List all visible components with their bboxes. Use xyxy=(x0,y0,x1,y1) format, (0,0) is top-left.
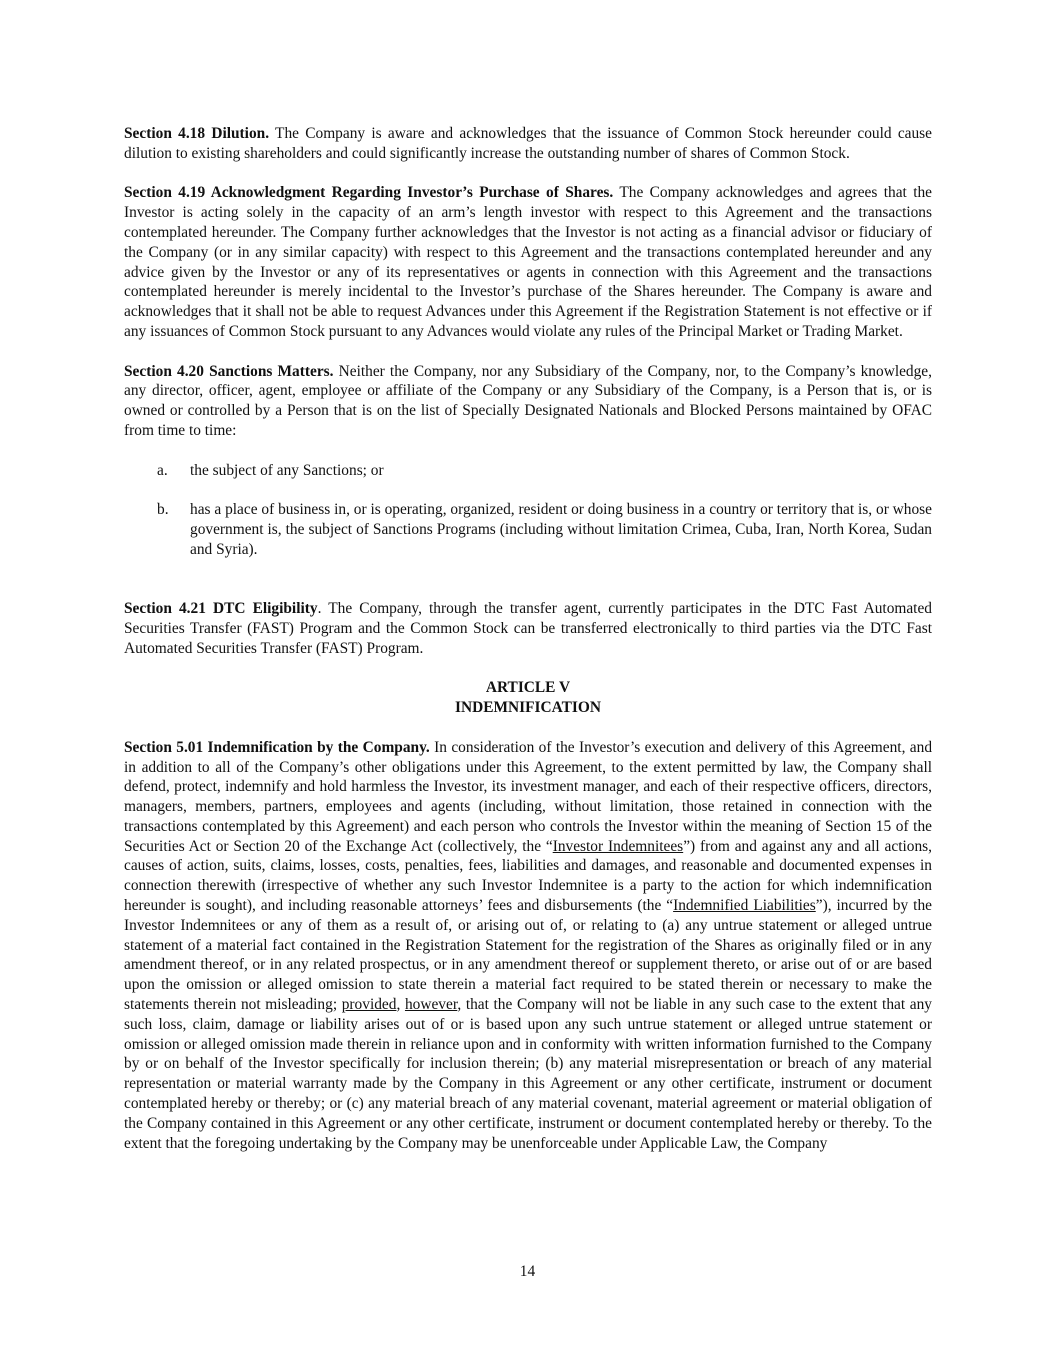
defined-term-investor-indemnitees: Investor Indemnitees xyxy=(552,837,684,855)
list-item xyxy=(124,500,932,559)
section-5-01-heading: Section 5.01 Indemnification by the Company. xyxy=(124,738,430,756)
spacer xyxy=(124,579,932,599)
article-heading xyxy=(124,678,932,718)
section-5-01-text-part-4: , that the Company will not be liable in any such case to the extent that any such loss, claim, damage or liability arises out of or is based upon any such untrue statement or alleged untrue statement or omission or alleged omission made therein in reliance upon and in conformity with written information furnished to the Company by or on behalf of the Investor specifically for inclusion therein; (b) any material misrepresentation or breach of any material representation or material warranty made by the Company in this Agreement or any other certificate, instrument or document contemplated hereby or thereby; or (c) any material breach of any material covenant, material agreement or material obligation of the Company contained in this Agreement or any other certificate, instrument or document contemplated hereby or thereby. To the extent that the foregoing undertaking by the Company may be unenforceable under Applicable Law, the Company xyxy=(124,996,932,1152)
list-marker: b. xyxy=(157,501,169,519)
section-4-21 xyxy=(124,599,932,658)
section-4-21-heading: Section 4.21 DTC Eligibility xyxy=(124,600,318,618)
section-4-18-text: The Company is aware and acknowledges that the issuance of Common Stock hereunder could cause dilution to existing shareholders and could significantly increase the outstanding number of shares of Common Stock. xyxy=(124,125,932,162)
list-item xyxy=(124,461,932,481)
term-however: however xyxy=(404,996,458,1014)
section-4-20 xyxy=(124,362,932,441)
article-number: ARTICLE V xyxy=(485,679,571,697)
section-5-01-text-part-1: In consideration of the Investor’s execution and delivery of this Agreement, and in addition to all of the Company’s other obligations under this Agreement, to the extent permitted by law, the Company shall defend, protect, indemnify and hold harmless the Investor, its investment manager, and each of their respective officers, directors, managers, members, partners, employees and agents (including, without limitation, those retained in connection with the transactions contemplated by this Agreement) and each person who controls the Investor within the meaning of Section 15 of the Securities Act or Section 20 of the Exchange Act (collectively, the “ xyxy=(124,738,933,855)
section-5-01-text-part-2: ”) from and against any and all actions, causes of action, suits, claims, losses, costs, penalties, fees, liabilities and damages, and reasonable and documented expenses in connection therewith (irrespective of whether any such Investor Indemnitee is a party to the action for which indemnification hereunder is sought), and including reasonable attorneys’ fees and disbursements (the “ xyxy=(124,837,932,915)
list-item-text: the subject of any Sanctions; or xyxy=(190,461,384,479)
sanctions-list xyxy=(124,461,932,560)
section-5-01-text-part-3: ”), incurred by the Investor Indemnitees or any of them as a result of, or arising out of, or relating to (a) any untrue statement or alleged untrue statement of a material fact contained in the Registration Statement for the registration of the Shares as originally filed or in any amendment thereof, or in any related prospectus, or in any amendment thereof or supplement thereto, or arise out of or are based upon the omission or alleged omission to state therein a material fact required to be stated therein or necessary to make the statements therein not misleading; xyxy=(124,897,932,1014)
section-4-21-text: . The Company, through the transfer agent, currently participates in the DTC Fast Automated Securities Transfer (FAST) Program and the Common Stock can be transferred electronically to third parties via the DTC Fast Automated Securities Transfer (FAST) Program. xyxy=(124,600,932,657)
section-4-19-text: The Company acknowledges and agrees that the Investor is acting solely in the capacity of an arm’s length investor with respect to this Agreement and the transactions contemplated hereunder. The Company further acknowledges that the Investor is not acting as a financial advisor or fiduciary of the Company (or in any similar capacity) with respect to this Agreement and the transactions contemplated hereunder and any advice given by the Investor or any of its representatives or agents in connection with this Agreement and the transactions contemplated hereunder is merely incidental to the Investor’s purchase of the Shares hereunder. The Company is aware and acknowledges that it shall not be able to request Advances under this Agreement if the Registration Statement is not effective or if any issuances of Common Stock pursuant to any Advances would violate any rules of the Principal Market or Trading Market. xyxy=(124,184,932,340)
section-4-20-heading: Section 4.20 Sanctions Matters. xyxy=(124,362,334,380)
document-page xyxy=(124,124,932,1173)
term-provided: provided xyxy=(341,996,397,1014)
term-separator: , xyxy=(396,996,405,1014)
defined-term-indemnified-liabilities: Indemnified Liabilities xyxy=(673,897,816,915)
article-title: INDEMNIFICATION xyxy=(455,699,601,717)
section-4-19-heading: Section 4.19 Acknowledgment Regarding Investor’s Purchase of Shares. xyxy=(124,184,614,202)
section-4-18-heading: Section 4.18 Dilution. xyxy=(124,125,270,142)
list-marker: a. xyxy=(157,461,168,479)
section-5-01 xyxy=(124,738,932,1154)
list-item-text: has a place of business in, or is operating, organized, resident or doing business in a country or territory that is, or whose government is, the subject of Sanctions Programs (including without limitation Crimea, Cuba, Iran, North Korea, Sudan and Syria). xyxy=(190,501,932,558)
section-4-20-text: Neither the Company, nor any Subsidiary of the Company, nor, to the Company’s knowledge, any director, officer, agent, employee or affiliate of the Company or any Subsidiary of the Company, is a Person that is, or is owned or controlled by a Person that is on the list of Specially Designated Nationals and Blocked Persons maintained by OFAC from time to time: xyxy=(124,362,932,439)
page-number: 14 xyxy=(519,1263,536,1280)
section-4-18 xyxy=(124,124,932,164)
section-4-19 xyxy=(124,183,932,341)
